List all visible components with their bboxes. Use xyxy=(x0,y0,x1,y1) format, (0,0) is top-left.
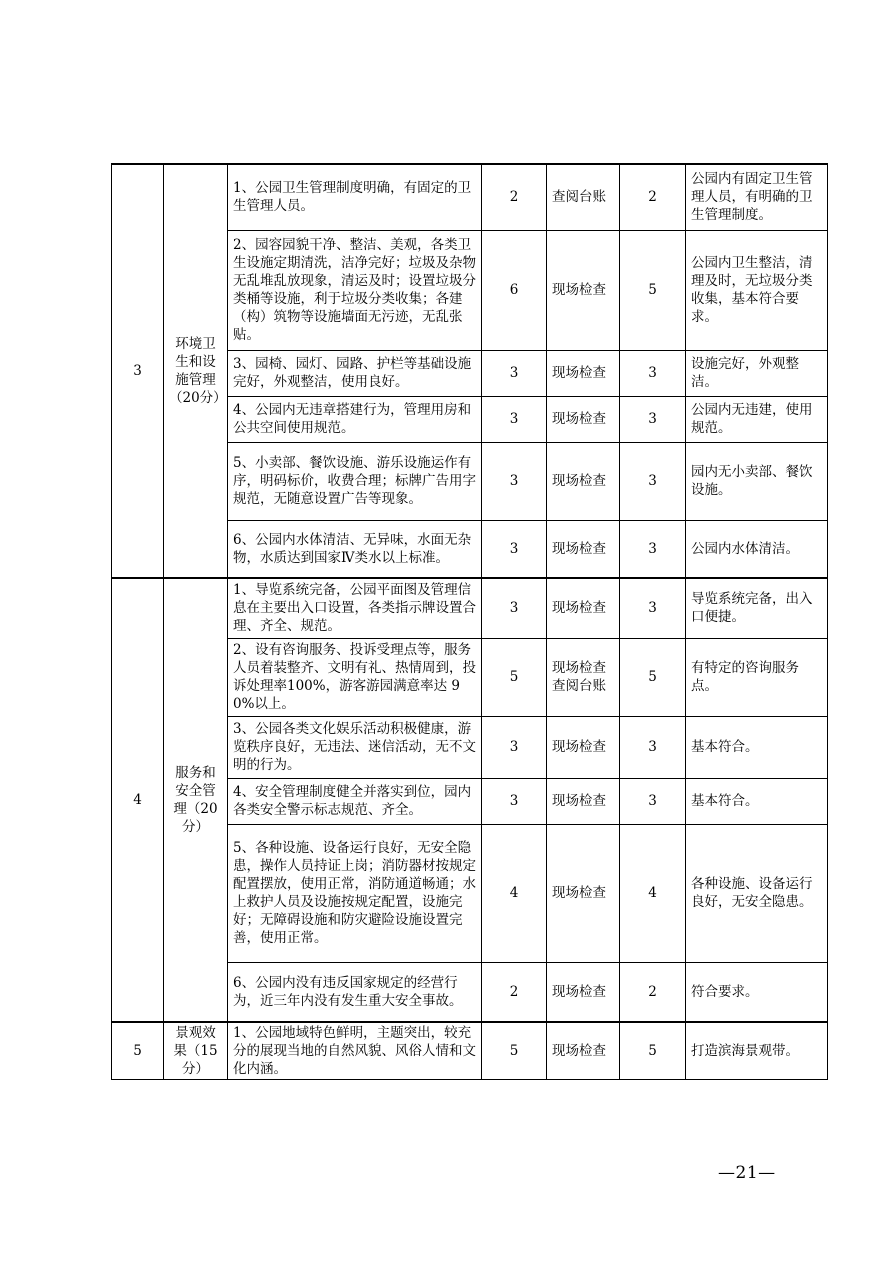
awarded-score-cell: 5 xyxy=(620,638,686,716)
check-method-cell: 现场检查 xyxy=(547,230,620,350)
standard-score-cell: 3 xyxy=(482,350,547,396)
awarded-score-cell: 3 xyxy=(620,396,686,442)
criteria-cell: 1、公园卫生管理制度明确，有固定的卫生管理人员。 xyxy=(228,164,482,230)
check-method-cell: 现场检查 xyxy=(547,396,620,442)
criteria-cell: 1、导览系统完备，公园平面图及管理信息在主要出入口设置，各类指示牌设置合理、齐全、规范。 xyxy=(228,578,482,638)
item-number-cell: 3 xyxy=(112,164,164,578)
criteria-cell: 1、公园地域特色鲜明，主题突出，较充分的展现当地的自然风貌、风俗人情和文化内涵。 xyxy=(228,1022,482,1080)
remark-cell: 打造滨海景观带。 xyxy=(686,1022,828,1080)
check-method-cell: 现场检查 xyxy=(547,824,620,962)
check-method-cell: 现场检查 xyxy=(547,520,620,578)
remark-cell: 符合要求。 xyxy=(686,962,828,1022)
remark-cell: 园内无小卖部、餐饮设施。 xyxy=(686,442,828,520)
standard-score-cell: 3 xyxy=(482,778,547,824)
criteria-cell: 5、各种设施、设备运行良好，无安全隐患，操作人员持证上岗；消防器材按规定配置摆放，使用正常，消防通道畅通；水上救护人员及设施按规定配置，设施完好；无障碍设施和防灾避险设施设置完善，使用正常。 xyxy=(228,824,482,962)
remark-cell: 公园内水体清洁。 xyxy=(686,520,828,578)
item-number-cell: 4 xyxy=(112,578,164,1022)
awarded-score-cell: 3 xyxy=(620,350,686,396)
check-method-cell: 现场检查 xyxy=(547,350,620,396)
remark-cell: 导览系统完备，出入口便捷。 xyxy=(686,578,828,638)
check-method-cell: 现场检查 xyxy=(547,578,620,638)
remark-cell: 设施完好，外观整洁。 xyxy=(686,350,828,396)
remark-cell: 公园内有固定卫生管理人员，有明确的卫生管理制度。 xyxy=(686,164,828,230)
remark-cell: 基本符合。 xyxy=(686,778,828,824)
criteria-cell: 2、设有咨询服务、投诉受理点等，服务人员着装整齐、文明有礼、热情周到，投诉处理率100%，游客游园满意率达 90%以上。 xyxy=(228,638,482,716)
criteria-cell: 4、公园内无违章搭建行为，管理用房和公共空间使用规范。 xyxy=(228,396,482,442)
remark-cell: 公园内无违建，使用规范。 xyxy=(686,396,828,442)
criteria-cell: 3、园椅、园灯、园路、护栏等基础设施完好，外观整洁，使用良好。 xyxy=(228,350,482,396)
awarded-score-cell: 2 xyxy=(620,164,686,230)
check-method-cell: 现场检查 xyxy=(547,778,620,824)
check-method-cell: 现场检查 xyxy=(547,442,620,520)
criteria-cell: 2、园容园貌干净、整洁、美观，各类卫生设施定期清洗，洁净完好；垃圾及杂物无乱堆乱放现象，清运及时；设置垃圾分类桶等设施，利于垃圾分类收集；各建（构）筑物等设施墙面无污迹，无乱张贴。 xyxy=(228,230,482,350)
table-row xyxy=(112,578,828,638)
remark-cell: 各种设施、设备运行良好，无安全隐患。 xyxy=(686,824,828,962)
awarded-score-cell: 3 xyxy=(620,520,686,578)
table-row xyxy=(112,1022,828,1080)
check-method-cell: 查阅台账 xyxy=(547,164,620,230)
table-body xyxy=(112,164,828,1080)
standard-score-cell: 6 xyxy=(482,230,547,350)
check-method-cell: 现场检查 xyxy=(547,962,620,1022)
awarded-score-cell: 3 xyxy=(620,716,686,778)
category-cell: 环境卫生和设施管理（20分） xyxy=(164,164,228,578)
evaluation-table xyxy=(111,163,828,1080)
item-number-cell: 5 xyxy=(112,1022,164,1080)
page-number: —21— xyxy=(718,1163,776,1183)
standard-score-cell: 5 xyxy=(482,1022,547,1080)
awarded-score-cell: 2 xyxy=(620,962,686,1022)
criteria-cell: 3、公园各类文化娱乐活动积极健康，游览秩序良好，无违法、迷信活动，无不文明的行为。 xyxy=(228,716,482,778)
remark-cell: 基本符合。 xyxy=(686,716,828,778)
criteria-cell: 6、公园内水体清洁、无异味，水面无杂物，水质达到国家Ⅳ类水以上标准。 xyxy=(228,520,482,578)
standard-score-cell: 3 xyxy=(482,442,547,520)
standard-score-cell: 2 xyxy=(482,164,547,230)
standard-score-cell: 2 xyxy=(482,962,547,1022)
standard-score-cell: 4 xyxy=(482,824,547,962)
remark-cell: 有特定的咨询服务点。 xyxy=(686,638,828,716)
table-row xyxy=(112,164,828,230)
category-cell: 景观效果（15分） xyxy=(164,1022,228,1080)
awarded-score-cell: 5 xyxy=(620,230,686,350)
awarded-score-cell: 5 xyxy=(620,1022,686,1080)
awarded-score-cell: 3 xyxy=(620,442,686,520)
standard-score-cell: 5 xyxy=(482,638,547,716)
check-method-cell: 现场检查查阅台账 xyxy=(547,638,620,716)
check-method-cell: 现场检查 xyxy=(547,716,620,778)
criteria-cell: 6、公园内没有违反国家规定的经营行为，近三年内没有发生重大安全事故。 xyxy=(228,962,482,1022)
check-method-cell: 现场检查 xyxy=(547,1022,620,1080)
standard-score-cell: 3 xyxy=(482,520,547,578)
remark-cell: 公园内卫生整洁，清理及时，无垃圾分类收集，基本符合要求。 xyxy=(686,230,828,350)
awarded-score-cell: 4 xyxy=(620,824,686,962)
standard-score-cell: 3 xyxy=(482,716,547,778)
awarded-score-cell: 3 xyxy=(620,578,686,638)
category-cell: 服务和安全管理（20分） xyxy=(164,578,228,1022)
criteria-cell: 5、小卖部、餐饮设施、游乐设施运作有序，明码标价，收费合理；标牌广告用字规范，无随意设置广告等现象。 xyxy=(228,442,482,520)
awarded-score-cell: 3 xyxy=(620,778,686,824)
standard-score-cell: 3 xyxy=(482,396,547,442)
standard-score-cell: 3 xyxy=(482,578,547,638)
criteria-cell: 4、安全管理制度健全并落实到位，园内各类安全警示标志规范、齐全。 xyxy=(228,778,482,824)
